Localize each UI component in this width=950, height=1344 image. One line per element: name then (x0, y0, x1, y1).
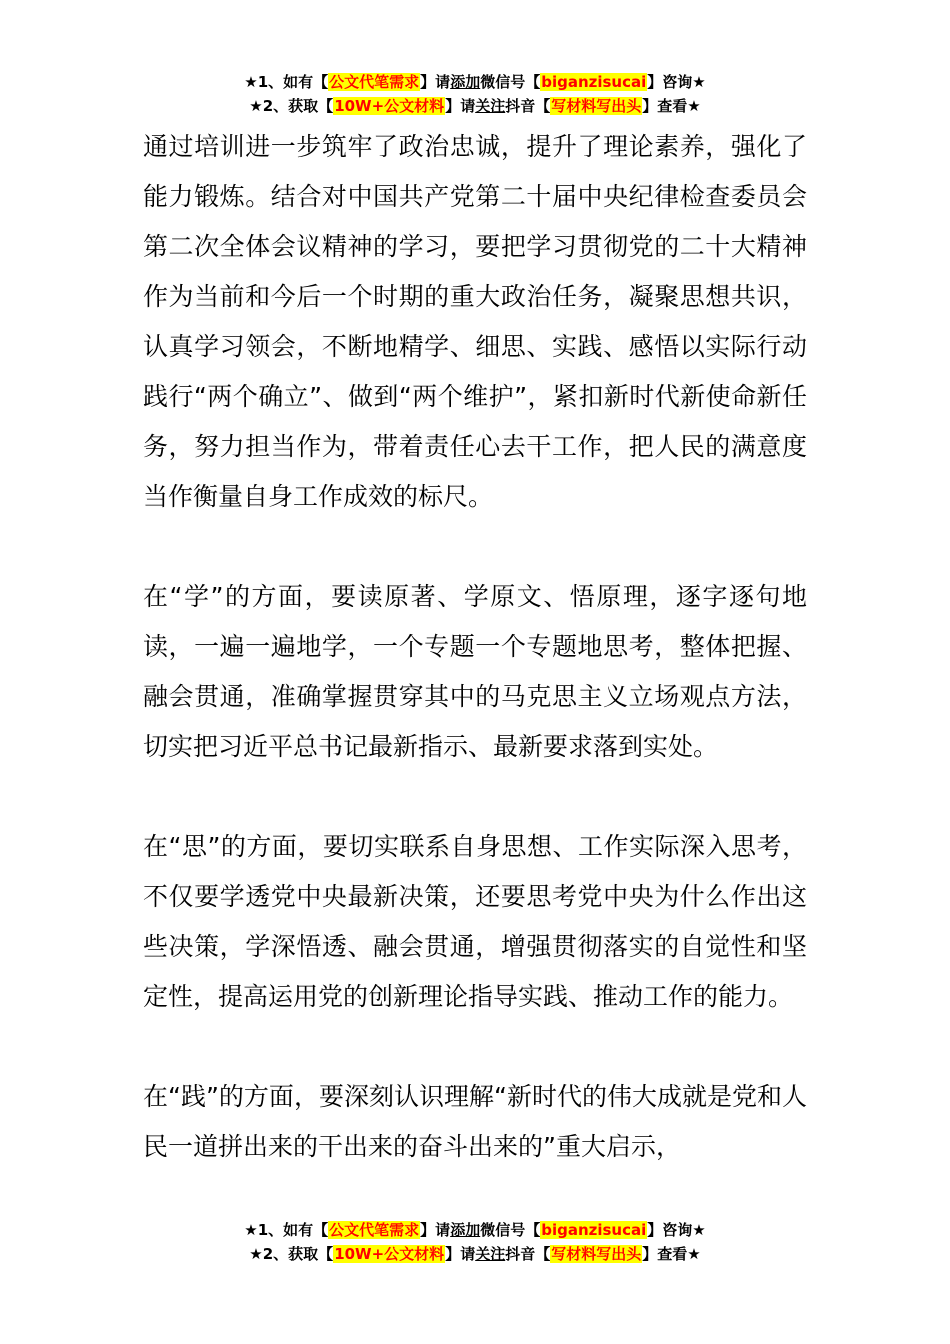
banner-text: 】咨询★ (647, 1221, 706, 1239)
banner-text: 】请 (445, 1245, 476, 1263)
banner-text: 】请 (420, 1221, 451, 1239)
banner-text: ★2、获取【 (249, 97, 334, 115)
banner-line-2 (0, 94, 950, 118)
banner-text: ★1、如有【 (244, 73, 329, 91)
footer-banner (0, 1218, 950, 1266)
paragraph-spacer (143, 1022, 807, 1072)
paragraph-spacer (143, 772, 807, 822)
paragraph: 在“践”的方面，要深刻认识理解“新时代的伟大成就是党和人民一道拼出来的干出来的奋斗出来的”重大启示， (143, 1082, 807, 1161)
banner-highlight: 公文代笔需求 (329, 1221, 420, 1239)
paragraph-spacer (143, 522, 807, 572)
banner-text: 】请 (445, 97, 476, 115)
banner-underlined-text: 关注 (475, 97, 506, 115)
banner-line-1 (0, 70, 950, 94)
banner-text: 微信号【 (480, 73, 541, 91)
paragraph: 在“思”的方面，要切实联系自身思想、工作实际深入思考，不仅要学透党中央最新决策，还要思考党中央为什么作出这些决策，学深悟透、融会贯通，增强贯彻落实的自觉性和坚定性，提高运用党的创新理论指导实践、推动工作的能力。 (143, 832, 807, 1011)
banner-text: ★1、如有【 (244, 1221, 329, 1239)
banner-underlined-text: 添加 (450, 1221, 481, 1239)
banner-highlight: 写材料写出头 (551, 1245, 642, 1263)
banner-underlined-text: 关注 (475, 1245, 506, 1263)
banner-underlined-text: 添加 (450, 73, 481, 91)
banner-line-2 (0, 1242, 950, 1266)
banner-highlight: 公文代笔需求 (329, 73, 420, 91)
banner-text: 抖音【 (505, 1245, 551, 1263)
paragraph: 通过培训进一步筑牢了政治忠诚，提升了理论素养，强化了能力锻炼。结合对中国共产党第二十届中央纪律检查委员会第二次全体会议精神的学习，要把学习贯彻党的二十大精神作为当前和今后一个时期的重大政治任务，凝聚思想共识，认真学习领会，不断地精学、细思、实践、感悟以实际行动践行“两个确立”、做到“两个维护”，紧扣新时代新使命新任务，努力担当作为，带着责任心去干工作，把人民的满意度当作衡量自身工作成效的标尺。 (143, 132, 807, 511)
banner-highlight: 10W+公文材料 (334, 97, 445, 115)
banner-text: 】请 (420, 73, 451, 91)
banner-text: ★2、获取【 (249, 1245, 334, 1263)
header-banner (0, 70, 950, 118)
banner-highlight: 写材料写出头 (551, 97, 642, 115)
banner-highlight: biganzisucai (541, 1221, 647, 1239)
banner-text: 】咨询★ (647, 73, 706, 91)
banner-text: 微信号【 (480, 1221, 541, 1239)
banner-line-1 (0, 1218, 950, 1242)
banner-text: 抖音【 (505, 97, 551, 115)
banner-text: 】查看★ (642, 1245, 701, 1263)
banner-text: 】查看★ (642, 97, 701, 115)
banner-highlight: 10W+公文材料 (334, 1245, 445, 1263)
document-body (143, 122, 807, 1172)
banner-highlight: biganzisucai (541, 73, 647, 91)
paragraph: 在“学”的方面，要读原著、学原文、悟原理，逐字逐句地读，一遍一遍地学，一个专题一个专题地思考，整体把握、融会贯通，准确掌握贯穿其中的马克思主义立场观点方法，切实把习近平总书记最新指示、最新要求落到实处。 (143, 582, 807, 761)
